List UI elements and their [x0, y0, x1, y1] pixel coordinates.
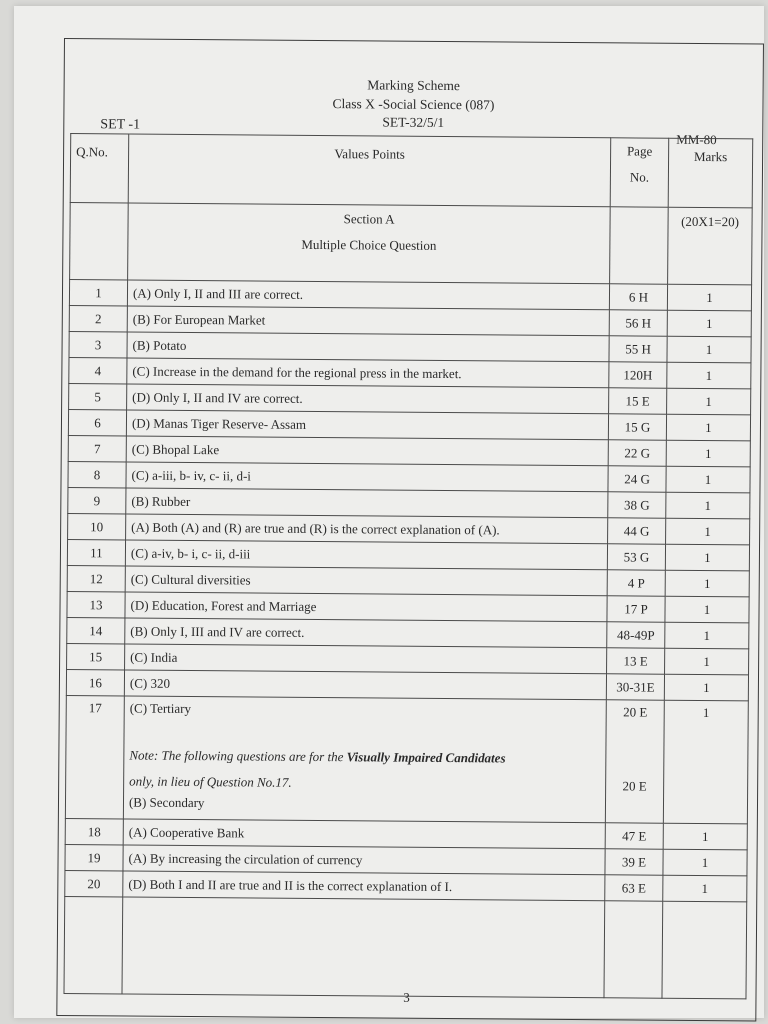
page-ref: 39 E	[605, 849, 663, 875]
max-marks: MM-80	[676, 131, 717, 148]
question-number: 13	[67, 592, 125, 618]
page-ref: 56 H	[609, 310, 667, 336]
answer-text: (C) a-iv, b- i, c- ii, d-iii	[125, 540, 607, 570]
answer-text: (D) Only I, II and IV are correct.	[127, 384, 609, 414]
blank-cell	[122, 897, 605, 998]
section-marks: (20X1=20)	[681, 213, 740, 230]
answer-text: (D) Education, Forest and Marriage	[125, 592, 607, 622]
marks-value: 1	[663, 875, 747, 902]
page-ref-cell	[605, 700, 664, 823]
section-page-cell	[610, 207, 669, 284]
marks-value: 1	[666, 466, 750, 493]
page-ref: 22 G	[608, 440, 666, 466]
page-ref: 44 G	[608, 518, 666, 544]
section-marks-cell	[668, 207, 753, 285]
question-number: 11	[67, 540, 125, 566]
marks-value: 1	[667, 336, 751, 363]
marks-value: 1	[666, 440, 750, 467]
document-subtitle: Class X -Social Science (087)	[332, 96, 495, 113]
page-ref: 55 H	[609, 336, 667, 362]
question-number: 20	[65, 871, 123, 897]
answer-text: (B) For European Market	[127, 306, 609, 336]
note-emphasis: Visually Impaired Candidates	[346, 749, 506, 766]
marks-value: 1	[665, 596, 749, 623]
marking-scheme-table	[63, 133, 753, 999]
column-header-qno: Q.No.	[70, 134, 129, 203]
question-number: 6	[68, 410, 126, 436]
section-row	[70, 203, 753, 285]
marks-value: 1	[667, 362, 751, 389]
column-header-values: Values Points	[128, 134, 611, 207]
question-number: 19	[65, 845, 123, 871]
question-number: 3	[69, 332, 127, 358]
question-number: 14	[67, 618, 125, 644]
vi-note	[129, 743, 600, 799]
page-ref: 15 E	[609, 388, 667, 414]
page-ref: 30-31E	[606, 674, 664, 700]
page-ref: 38 G	[608, 492, 666, 518]
note-suffix: only, in lieu of Question No.17.	[129, 773, 292, 790]
page-ref: 63 E	[605, 875, 663, 901]
answer-text: (D) Manas Tiger Reserve- Assam	[126, 410, 608, 440]
marks-value: 1	[667, 310, 751, 337]
section-title: Section A	[343, 211, 395, 227]
page-number: 3	[403, 989, 410, 1005]
page-ref: 48-49P	[607, 622, 665, 648]
answer-text: (A) Only I, II and III are correct.	[127, 280, 609, 310]
question-number: 16	[66, 670, 124, 696]
question-number: 15	[67, 644, 125, 670]
marks-value: 1	[667, 388, 751, 415]
marks-value: 1	[663, 849, 747, 876]
marks-value: 1	[663, 700, 748, 824]
blank-cell	[64, 897, 123, 994]
answer-text: (D) Both I and II are true and II is the correct explanation of I.	[123, 871, 605, 901]
page-ref: 47 E	[605, 823, 663, 849]
page-ref: 20 E	[623, 704, 648, 720]
question-number: 9	[68, 488, 126, 514]
blank-cell	[662, 901, 747, 999]
paper-sheet	[14, 6, 764, 1018]
page-ref: 17 P	[607, 596, 665, 622]
question-number: 18	[65, 819, 123, 845]
marks-value: 1	[665, 648, 749, 675]
page-frame	[56, 38, 764, 1021]
answer-text: (A) By increasing the circulation of currency	[123, 845, 605, 875]
page-ref: 53 G	[607, 544, 665, 570]
question-number: 10	[68, 514, 126, 540]
column-header-marks: Marks	[668, 138, 753, 208]
answer-text: (C) 320	[124, 670, 606, 700]
answer-with-note	[123, 696, 606, 823]
question-number: 17	[65, 696, 124, 819]
marks-value: 1	[665, 622, 749, 649]
marks-value: 1	[666, 414, 750, 441]
page-ref: 6 H	[609, 284, 667, 310]
question-number: 7	[68, 436, 126, 462]
answer-text: (C) Cultural diversities	[125, 566, 607, 596]
answer-text: (C) India	[125, 644, 607, 674]
marks-value: 1	[666, 518, 750, 545]
answer-text: (C) a-iii, b- iv, c- ii, d-i	[126, 462, 608, 492]
question-number: 5	[69, 384, 127, 410]
page-ref: 15 G	[608, 414, 666, 440]
section-qno-cell	[70, 203, 129, 280]
answer-text: (A) Cooperative Bank	[123, 819, 605, 849]
note-prefix: Note: The following questions are for the	[129, 747, 347, 765]
page-ref: 4 P	[607, 570, 665, 596]
alt-answer-text: (B) Secondary	[128, 794, 205, 811]
set-code: SET-32/5/1	[382, 114, 445, 130]
marks-value: 1	[665, 570, 749, 597]
set-label: SET -1	[100, 117, 141, 133]
question-number: 2	[69, 306, 127, 332]
answer-text: (C) Tertiary	[129, 700, 192, 717]
alt-page-ref: 20 E	[622, 778, 647, 794]
answer-text: (B) Potato	[127, 332, 609, 362]
answer-text: (A) Both (A) and (R) are true and (R) is the correct explanation of (A).	[126, 514, 608, 544]
document-title: Marking Scheme	[367, 77, 460, 94]
marks-value: 1	[664, 674, 748, 701]
section-title-cell	[128, 203, 611, 284]
blank-cell	[604, 901, 663, 998]
section-subtitle: Multiple Choice Question	[301, 236, 437, 253]
answer-text: (C) Increase in the demand for the regional press in the market.	[127, 358, 609, 388]
table-blank-row	[64, 897, 747, 999]
table-header-row	[70, 134, 753, 208]
answer-text: (C) Bhopal Lake	[126, 436, 608, 466]
marks-value: 1	[666, 492, 750, 519]
column-header-page: Page No.	[610, 138, 669, 207]
answer-text: (B) Rubber	[126, 488, 608, 518]
marks-value: 1	[663, 823, 747, 850]
marks-value: 1	[667, 284, 751, 311]
page-ref: 24 G	[608, 466, 666, 492]
answer-text: (B) Only I, III and IV are correct.	[125, 618, 607, 648]
page-ref: 120H	[609, 362, 667, 388]
page-ref: 13 E	[607, 648, 665, 674]
table-row	[65, 696, 748, 824]
question-number: 1	[69, 280, 127, 306]
question-number: 12	[67, 566, 125, 592]
question-number: 4	[69, 358, 127, 384]
question-number: 8	[68, 462, 126, 488]
marks-value: 1	[665, 544, 749, 571]
